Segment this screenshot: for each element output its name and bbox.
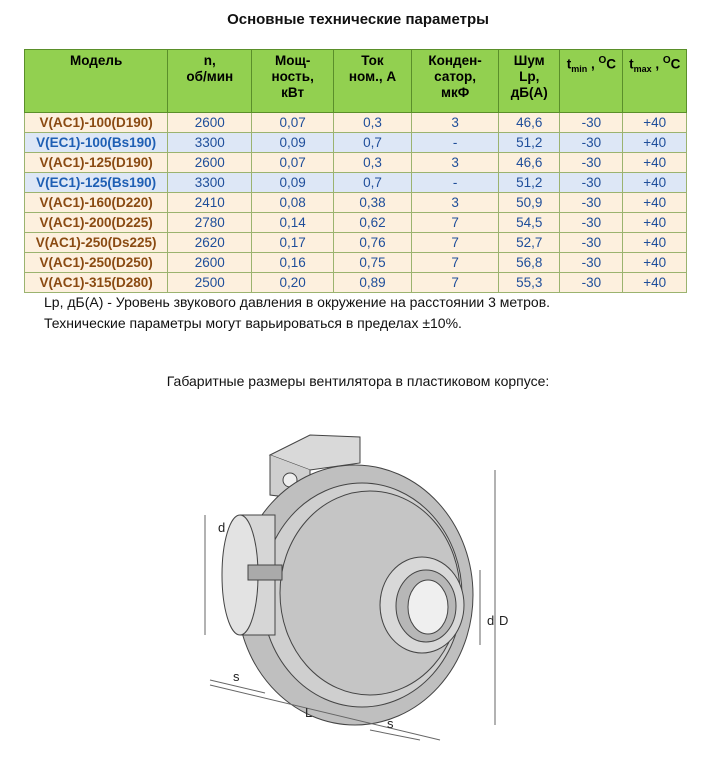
table-row bbox=[25, 153, 687, 173]
cell-current: 0,38 bbox=[333, 193, 411, 213]
cell-rpm: 2500 bbox=[168, 273, 252, 293]
cell-capacitor: 3 bbox=[412, 113, 499, 133]
cell-model: V(EC1)-100(Bs190) bbox=[25, 133, 168, 153]
cell-noise: 51,2 bbox=[499, 133, 560, 153]
cell-tmin: -30 bbox=[560, 213, 623, 233]
cell-noise: 56,8 bbox=[499, 253, 560, 273]
cell-model: V(AC1)-200(D225) bbox=[25, 213, 168, 233]
cell-capacitor: - bbox=[412, 133, 499, 153]
cell-model: V(AC1)-125(D190) bbox=[25, 153, 168, 173]
cell-noise: 54,5 bbox=[499, 213, 560, 233]
table-row bbox=[25, 253, 687, 273]
cell-tmax: +40 bbox=[623, 253, 687, 273]
header-tmax: $t_{max}$ , $^O$C bbox=[623, 50, 687, 113]
cell-tmin: -30 bbox=[560, 273, 623, 293]
cell-tmax: +40 bbox=[623, 113, 687, 133]
cell-tmax: +40 bbox=[623, 273, 687, 293]
cell-power: 0,08 bbox=[252, 193, 334, 213]
table-row bbox=[25, 133, 687, 153]
cell-tmax: +40 bbox=[623, 133, 687, 153]
note-tolerance: Технические параметры могут варьироваться в пределах ±10%. bbox=[44, 315, 462, 331]
cell-rpm: 3300 bbox=[168, 133, 252, 153]
cell-power: 0,07 bbox=[252, 113, 334, 133]
cell-power: 0,09 bbox=[252, 133, 334, 153]
cell-capacitor: 3 bbox=[412, 153, 499, 173]
table-row bbox=[25, 113, 687, 133]
dim-d-left: d bbox=[218, 520, 226, 535]
cell-model: V(EC1)-125(Bs190) bbox=[25, 173, 168, 193]
cell-tmin: -30 bbox=[560, 253, 623, 273]
cell-power: 0,17 bbox=[252, 233, 334, 253]
cell-model: V(AC1)-160(D220) bbox=[25, 193, 168, 213]
cell-rpm: 2780 bbox=[168, 213, 252, 233]
dim-d-right: d bbox=[487, 613, 495, 628]
cell-tmax: +40 bbox=[623, 213, 687, 233]
header-model: Модель bbox=[25, 50, 168, 113]
table-row bbox=[25, 273, 687, 293]
cell-rpm: 2600 bbox=[168, 113, 252, 133]
cell-capacitor: 7 bbox=[412, 253, 499, 273]
cell-capacitor: - bbox=[412, 173, 499, 193]
table-header-row bbox=[25, 50, 687, 113]
dim-s-bottom: s bbox=[387, 716, 394, 731]
cell-tmin: -30 bbox=[560, 133, 623, 153]
parameters-table bbox=[24, 49, 687, 293]
table-row bbox=[25, 233, 687, 253]
cell-tmin: -30 bbox=[560, 113, 623, 133]
cell-current: 0,76 bbox=[333, 233, 411, 253]
cell-noise: 46,6 bbox=[499, 113, 560, 133]
drawing-caption: Габаритные размеры вентилятора в пластиковом корпусе: bbox=[166, 373, 550, 389]
cell-rpm: 2620 bbox=[168, 233, 252, 253]
cell-model: V(AC1)-250(D250) bbox=[25, 253, 168, 273]
fan-dimension-drawing bbox=[190, 425, 520, 760]
table-row bbox=[25, 213, 687, 233]
cell-power: 0,07 bbox=[252, 153, 334, 173]
cell-power: 0,09 bbox=[252, 173, 334, 193]
cell-noise: 51,2 bbox=[499, 173, 560, 193]
cell-capacitor: 7 bbox=[412, 213, 499, 233]
cell-tmax: +40 bbox=[623, 153, 687, 173]
cell-tmin: -30 bbox=[560, 233, 623, 253]
cell-tmax: +40 bbox=[623, 233, 687, 253]
dim-L: L bbox=[305, 705, 313, 720]
header-current: Ток ном., А bbox=[333, 50, 411, 113]
dim-s-left: s bbox=[233, 669, 240, 684]
cell-rpm: 2410 bbox=[168, 193, 252, 213]
header-tmin: $t_{min}$ , $^O$C bbox=[560, 50, 623, 113]
cell-noise: 46,6 bbox=[499, 153, 560, 173]
note-noise: Lp, дБ(А) - Уровень звукового давления в окружение на расстоянии 3 метров. bbox=[44, 294, 551, 310]
cell-tmin: -30 bbox=[560, 173, 623, 193]
cell-model: V(AC1)-250(Ds225) bbox=[25, 233, 168, 253]
table-row bbox=[25, 193, 687, 213]
header-capacitor: Конден- сатор, мкФ bbox=[412, 50, 499, 113]
cell-noise: 55,3 bbox=[499, 273, 560, 293]
cell-tmin: -30 bbox=[560, 153, 623, 173]
cell-capacitor: 7 bbox=[412, 273, 499, 293]
dim-D: D bbox=[499, 613, 509, 628]
cell-noise: 50,9 bbox=[499, 193, 560, 213]
header-power: Мощ- ность, кВт bbox=[252, 50, 334, 113]
cell-current: 0,75 bbox=[333, 253, 411, 273]
cell-tmax: +40 bbox=[623, 193, 687, 213]
cell-noise: 52,7 bbox=[499, 233, 560, 253]
cell-power: 0,16 bbox=[252, 253, 334, 273]
cell-current: 0,62 bbox=[333, 213, 411, 233]
cell-capacitor: 3 bbox=[412, 193, 499, 213]
cell-current: 0,7 bbox=[333, 133, 411, 153]
cell-rpm: 2600 bbox=[168, 253, 252, 273]
cell-power: 0,20 bbox=[252, 273, 334, 293]
cell-model: V(AC1)-315(D280) bbox=[25, 273, 168, 293]
cell-rpm: 2600 bbox=[168, 153, 252, 173]
header-rpm: n, об/мин bbox=[168, 50, 252, 113]
cell-rpm: 3300 bbox=[168, 173, 252, 193]
cell-current: 0,7 bbox=[333, 173, 411, 193]
table-row bbox=[25, 173, 687, 193]
cell-capacitor: 7 bbox=[412, 233, 499, 253]
table-body bbox=[25, 113, 687, 293]
cell-model: V(AC1)-100(D190) bbox=[25, 113, 168, 133]
cell-current: 0,3 bbox=[333, 113, 411, 133]
page-title: Основные технические параметры bbox=[227, 11, 489, 28]
cell-current: 0,89 bbox=[333, 273, 411, 293]
cell-tmin: -30 bbox=[560, 193, 623, 213]
cell-power: 0,14 bbox=[252, 213, 334, 233]
cell-current: 0,3 bbox=[333, 153, 411, 173]
cell-tmax: +40 bbox=[623, 173, 687, 193]
header-noise: Шум Lp, дБ(А) bbox=[499, 50, 560, 113]
